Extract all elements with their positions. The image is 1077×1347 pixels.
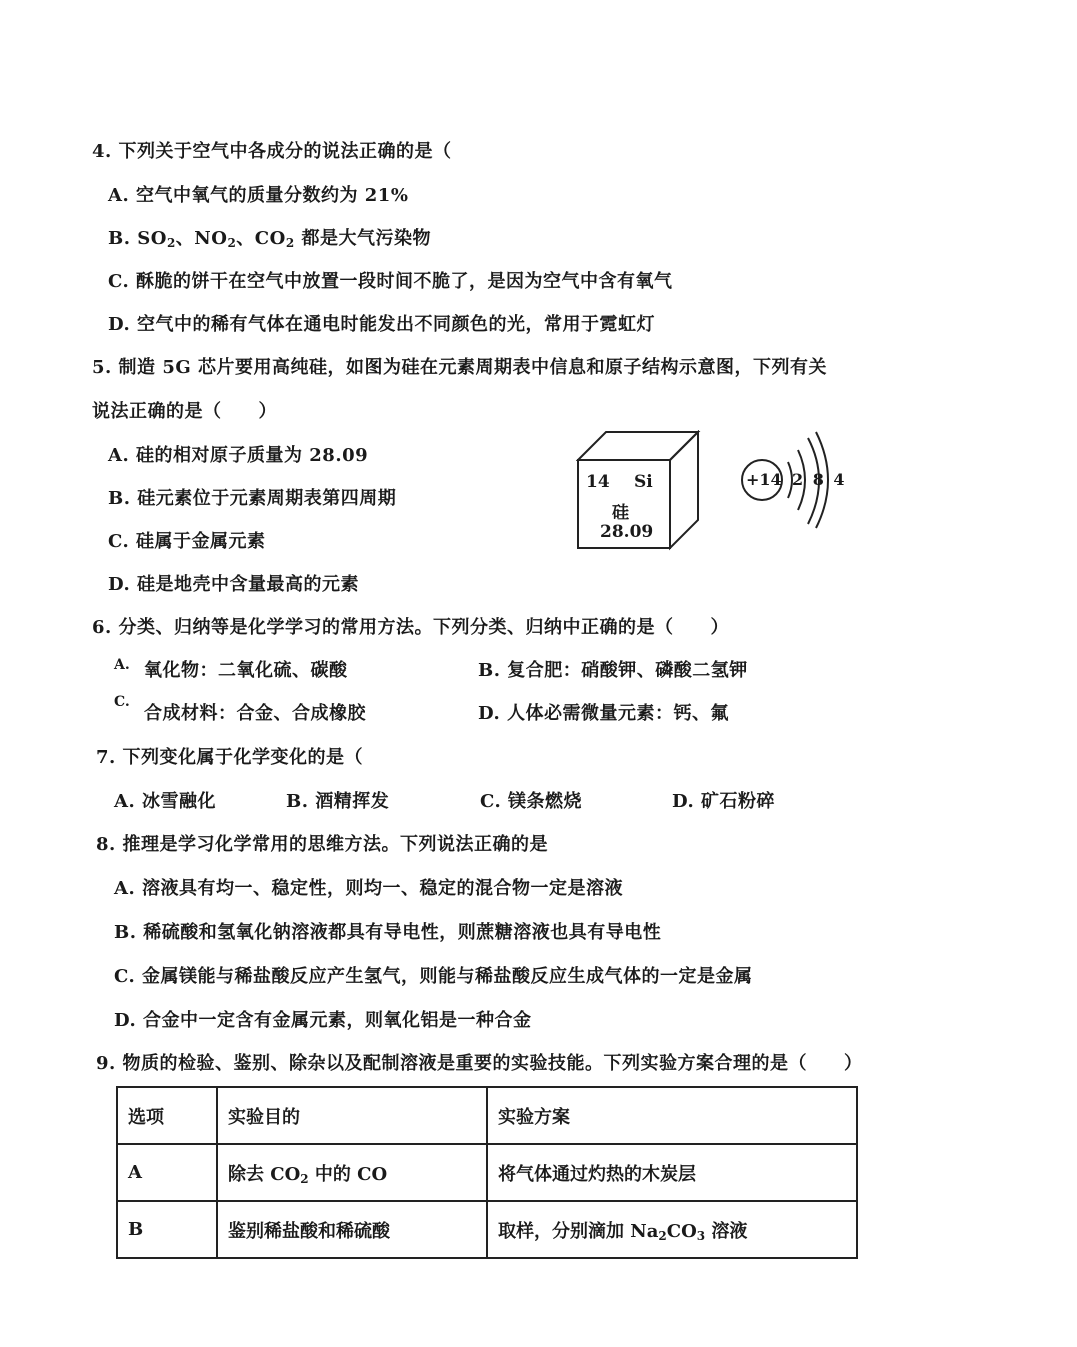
element-name: 硅: [612, 503, 629, 523]
q6-option-c-letter: C.: [114, 694, 130, 710]
periodic-table-cell: [576, 430, 706, 552]
q8-option-b: B. 稀硫酸和氢氧化钠溶液都具有导电性，则蔗糖溶液也具有导电性: [114, 922, 662, 943]
q6-option-a-letter: A.: [114, 657, 130, 673]
electron-counts: 2 8 4: [792, 470, 847, 489]
q4-option-c: C. 酥脆的饼干在空气中放置一段时间不脆了，是因为空气中含有氧气: [108, 271, 673, 292]
table-header-row: [117, 1087, 857, 1144]
row-b-goal: 鉴别稀盐酸和稀硫酸: [217, 1201, 487, 1258]
q5-option-c: C. 硅属于金属元素: [108, 531, 266, 552]
atomic-mass: 28.09: [600, 522, 654, 542]
q4-option-a: A. 空气中氧气的质量分数约为 21%: [108, 185, 409, 206]
header-plan: 实验方案: [487, 1087, 857, 1144]
atomic-number: 14: [586, 472, 610, 492]
q7-option-d: D. 矿石粉碎: [672, 791, 776, 812]
q8-stem: 8. 推理是学习化学常用的思维方法。下列说法正确的是: [96, 834, 549, 855]
row-a-plan: 将气体通过灼热的木炭层: [487, 1144, 857, 1201]
q7-stem: 7. 下列变化属于化学变化的是（: [96, 747, 364, 768]
atom-structure-diagram: [740, 430, 847, 530]
q8-option-d: D. 合金中一定含有金属元素，则氧化铝是一种合金: [114, 1010, 532, 1031]
q8-option-a: A. 溶液具有均一、稳定性，则均一、稳定的混合物一定是溶液: [114, 878, 623, 899]
nucleus-charge: +14: [746, 470, 782, 489]
row-a-option: A: [117, 1144, 217, 1201]
row-b-plan: 取样，分别滴加 $Na_2CO_3$ 溶液: [487, 1201, 857, 1258]
q5-option-a: A. 硅的相对原子质量为 28.09: [108, 445, 369, 466]
row-b-option: B: [117, 1201, 217, 1258]
q8-option-c: C. 金属镁能与稀盐酸反应产生氢气，则能与稀盐酸反应生成气体的一定是金属: [114, 966, 753, 987]
q4-option-d: D. 空气中的稀有气体在通电时能发出不同颜色的光，常用于霓虹灯: [108, 314, 655, 335]
q9-stem: 9. 物质的检验、鉴别、除杂以及配制溶液是重要的实验技能。下列实验方案合理的是（ ）: [96, 1053, 863, 1074]
q5-stem-line2: 说法正确的是（ ）: [92, 401, 277, 422]
q6-option-d: D. 人体必需微量元素：钙、氟: [478, 703, 729, 724]
q5-option-b: B. 硅元素位于元素周期表第四周期: [108, 488, 397, 509]
header-goal: 实验目的: [217, 1087, 487, 1144]
q7-option-a: A. 冰雪融化: [114, 791, 216, 812]
row-a-goal: 除去 $CO_2$ 中的 CO: [217, 1144, 487, 1201]
q6-stem: 6. 分类、归纳等是化学学习的常用方法。下列分类、归纳中正确的是（ ）: [92, 617, 730, 638]
q6-option-a: 氧化物：二氧化硫、碳酸: [144, 660, 348, 681]
q7-option-b: B. 酒精挥发: [286, 791, 390, 812]
q4-stem: 4. 下列关于空气中各成分的说法正确的是（: [92, 141, 452, 162]
q6-option-c: 合成材料：合金、合成橡胶: [144, 703, 366, 724]
experiment-table: [116, 1086, 858, 1259]
table-row: [117, 1201, 857, 1258]
header-option: 选项: [117, 1087, 217, 1144]
q5-option-d: D. 硅是地壳中含量最高的元素: [108, 574, 359, 595]
q4-option-b: B. $SO_2$、$NO_2$、$CO_2$ 都是大气污染物: [108, 228, 431, 250]
q5-stem-line1: 5. 制造 5G 芯片要用高纯硅，如图为硅在元素周期表中信息和原子结构示意图，下列有关: [92, 357, 827, 378]
q7-option-c: C. 镁条燃烧: [480, 791, 583, 812]
table-row: [117, 1144, 857, 1201]
q6-option-b: B. 复合肥：硝酸钾、磷酸二氢钾: [478, 660, 748, 681]
element-symbol: Si: [634, 472, 653, 492]
